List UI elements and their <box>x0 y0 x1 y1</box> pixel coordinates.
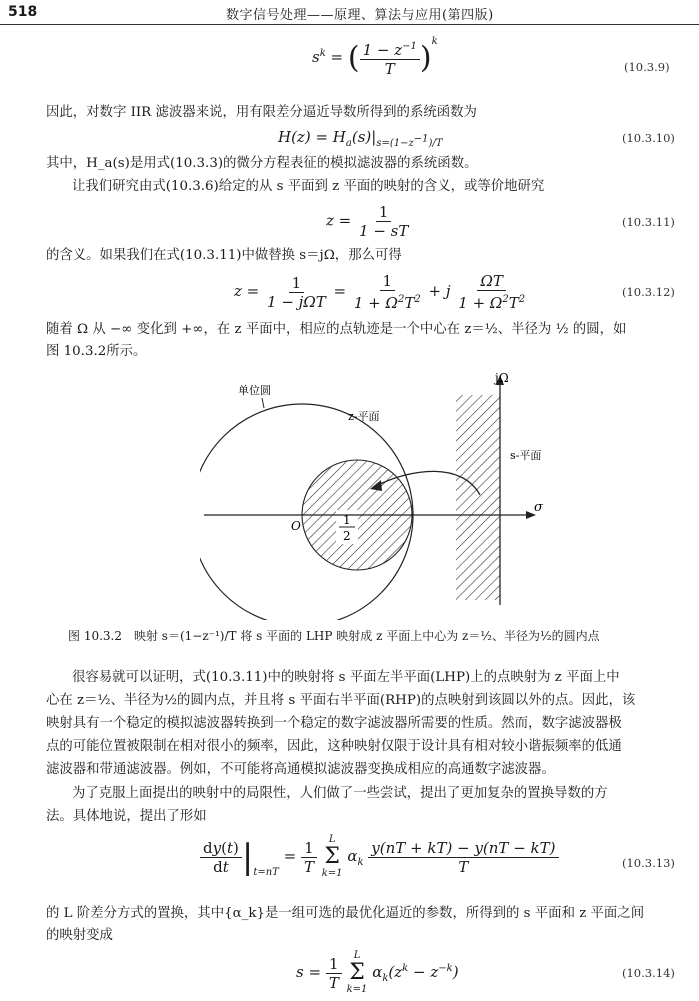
paragraph: 很容易就可以证明，式(10.3.11)中的映射将 s 平面左半平面(LHP)上的点映射为 z 平面上中 <box>72 670 620 685</box>
paragraph: 滤波器和带通滤波器。例如，不可能将高通模拟滤波器变换成相应的高通数字滤波器。 <box>46 762 555 777</box>
paragraph: 为了克服上面提出的映射中的局限性，人们做了一些尝试，提出了更加复杂的置换导数的方 <box>72 786 608 801</box>
unit-circle-label: 单位圆 <box>238 384 271 397</box>
half-numerator: 1 <box>343 513 351 527</box>
j-omega-label: jΩ <box>495 371 509 385</box>
paragraph: 心在 z＝½、半径为½的圆内点，并且将 s 平面右半平面(RHP)的点映射到该圆以外的点。因此，该 <box>46 693 636 708</box>
paragraph: 的映射变成 <box>46 928 113 943</box>
origin-label: O <box>291 519 301 533</box>
label-pointer <box>262 398 264 408</box>
equation-10-3-9: $s^k$ = ( $\frac{1 - z^{-1}}{T}$ )$^k$ <box>312 36 438 78</box>
equation-10-3-11: z = $\frac{1}{1 - sT}$ <box>326 203 409 240</box>
paragraph: 图 10.3.2所示。 <box>46 344 147 359</box>
paragraph: 的 L 阶差分方式的置换，其中{α_k}是一组可选的最优化逼近的参数，所得到的 s 平面和 z 平面之间 <box>46 906 645 921</box>
z-plane-label: z-平面 <box>348 410 380 423</box>
equation-number: (10.3.14) <box>622 966 675 980</box>
figure-caption: 图 10.3.2 映射 s＝(1−z⁻¹)/T 将 s 平面的 LHP 映射成 z 平面上中心为 z＝½、半径为½的圆内点 <box>68 629 600 643</box>
paragraph: 法。具体地说，提出了形如 <box>46 809 207 824</box>
equation-number: (10.3.9) <box>624 60 670 74</box>
equation-number: (10.3.10) <box>622 131 675 145</box>
s-plane-lhp <box>456 395 500 600</box>
s-plane-label: s-平面 <box>510 449 542 462</box>
equation-10-3-12: z = $\frac{1}{\text{1 − jΩT}}$ = $\frac{1}{1 + \Omega^2T^2}$ + j $\frac{\Omega T}{1 + \Omega^2T^2}$ <box>234 272 526 312</box>
equation-number: (10.3.13) <box>622 856 675 870</box>
page-number: 518 <box>8 4 38 20</box>
paragraph: 点的可能位置被限制在相对很小的频率，因此，这种映射仅限于设计具有相对较小谐振频率的低通 <box>46 739 622 754</box>
equation-number: (10.3.12) <box>622 285 675 299</box>
half-denominator: 2 <box>343 529 351 543</box>
sigma-label: σ <box>534 500 543 515</box>
paragraph: 因此，对数字 IIR 滤波器来说，用有限差分逼近导数所得到的系统函数为 <box>46 105 477 120</box>
running-title: 数字信号处理——原理、算法与应用(第四版) <box>226 8 494 23</box>
paragraph: 映射具有一个稳定的模拟滤波器转换到一个稳定的数字滤波器所需要的性质。然而，数字滤波器极 <box>46 716 622 731</box>
equation-10-3-10: $H(z) = H_a(s)|_{s=(1-z^{-1})/T}$ <box>278 128 443 149</box>
equation-10-3-13: $\frac{dy(t)}{dt}$ $|_{t=nT}$ = $\frac{1}{T}$ L Σ k=1 $\alpha_k$ $\frac{y(nT + kT) - y(nT - kT)}{T}$ <box>200 834 559 880</box>
figure-10-3-2 <box>200 370 560 620</box>
header-rule <box>0 24 699 25</box>
paragraph: 其中，H_a(s)是用式(10.3.3)的微分方程表征的模拟滤波器的系统函数。 <box>46 156 478 171</box>
equation-10-3-14: s = $\frac{1}{T}$ L Σ k=1 $\alpha_k(z^k - z^{-k})$ <box>296 950 459 995</box>
paragraph: 随着 Ω 从 −∞ 变化到 +∞，在 z 平面中，相应的点轨迹是一个中心在 z＝½、半径为 ½ 的圆，如 <box>46 322 627 337</box>
equation-number: (10.3.11) <box>622 215 675 229</box>
paragraph: 的含义。如果我们在式(10.3.11)中做替换 s＝jΩ，那么可得 <box>46 248 402 263</box>
paragraph: 让我们研究由式(10.3.6)给定的从 s 平面到 z 平面的映射的含义，或等价地研究 <box>72 179 545 194</box>
